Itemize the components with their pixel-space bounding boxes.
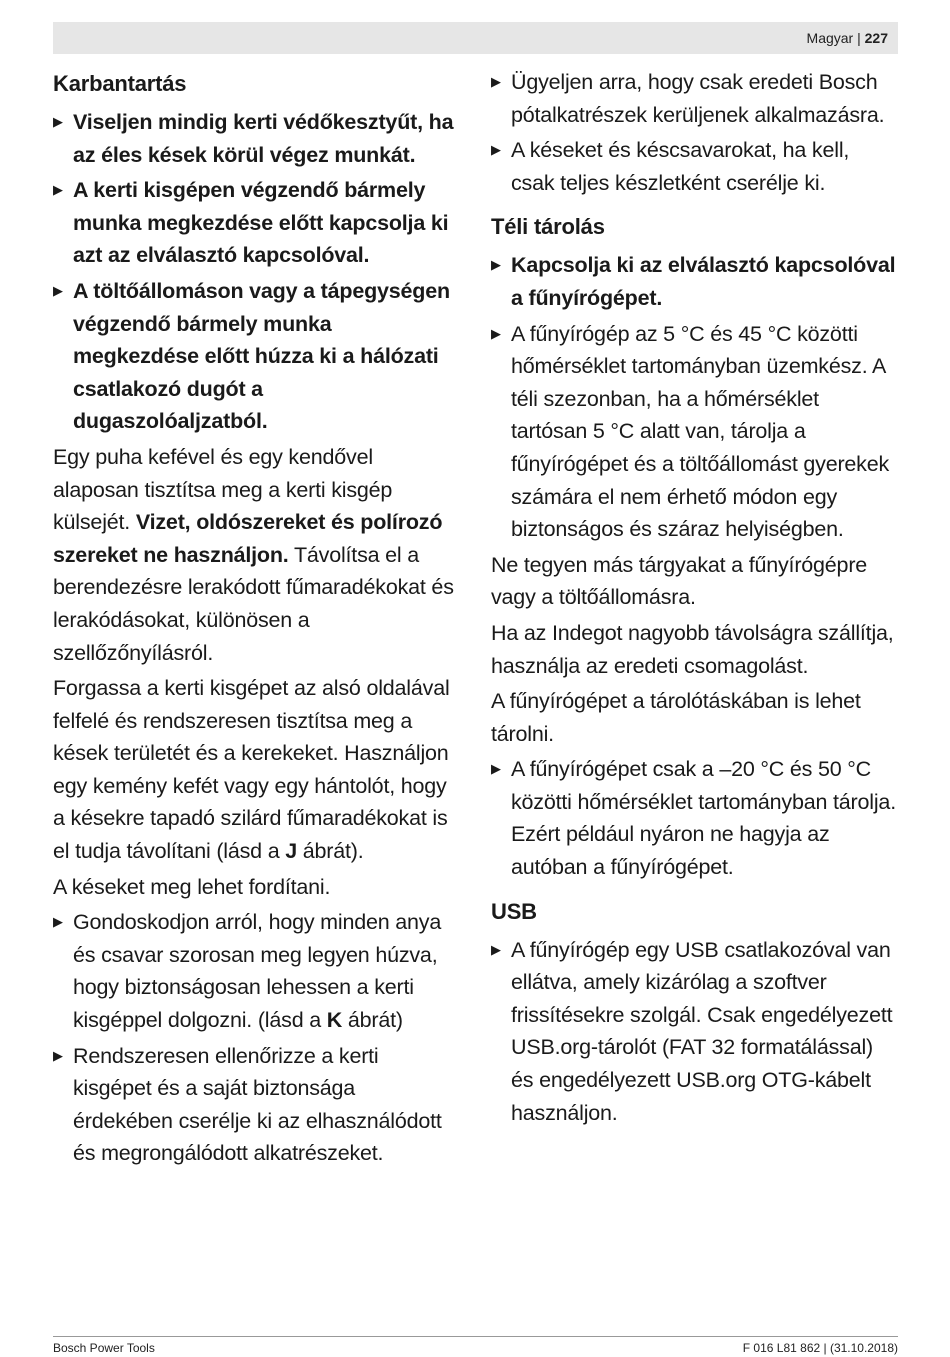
heading-usb: USB <box>491 898 537 924</box>
heading-maintenance: Karbantartás <box>53 71 187 96</box>
underside-text-a: Forgassa a kerti kisgépet az alsó oldalával felfelé és rendszeresen tisztítsa meg a kések területét és a kerekeket. Használjon egy kemény kefét vagy egy hántolót, hogy a késekre tapadó szilárd fűmaradékokat is el tudja távolítani (lásd a <box>53 676 450 864</box>
paragraph-storage-bag: A fűnyírógépet a tárolótáskában is lehet tárolni. <box>491 689 861 746</box>
bullet-nuts-bolts <box>53 906 458 1036</box>
bullet-original-parts: ▶ Ügyeljen arra, hogy csak eredeti Bosch pótalkatrészek kerüljenek alkalmazásra. <box>491 66 896 131</box>
footer-doc-number: F 016 L81 862 | (31.10.2018) <box>742 1341 898 1355</box>
nuts-text-a: Gondoskodjon arról, hogy minden anya és csavar szorosan meg legyen húzva, hogy biztonságosan lehessen a kerti kisgéppel dolgozni. (lásd a <box>73 910 442 1033</box>
left-column <box>53 66 458 1173</box>
figure-ref-j: J <box>285 839 297 864</box>
bullet-blade-set: ▶ A késeket és késcsavarokat, ha kell, csak teljes készletként cserélje ki. <box>491 134 896 199</box>
paragraph-transport: Ha az Indegot nagyobb távolságra szállítja, használja az eredeti csomagolást. <box>491 620 894 678</box>
bullet-storage-temperature: ▶ A fűnyírógépet csak a –20 °C és 50 °C közötti hőmérséklet tartományban tárolja. Ezért például nyáron ne hagyja az autóban a fűnyírógépet. <box>491 753 896 883</box>
bullet-temperature: ▶ A fűnyírógép az 5 °C és 45 °C közötti hőmérséklet tartományban üzemkész. A téli szezonban, ha a hőmérséklet tartósan 5 °C alatt van, tárolja a fűnyírógépet és a töltőállomást gyerekek számára el nem érhető módon egy biztonságos és száraz helyiségben. <box>491 318 896 546</box>
bullet-usb: ▶ A fűnyírógép egy USB csatlakozóval van ellátva, amely kizárólag a szoftver frissítésekre szolgál. Csak engedélyezett USB.org-tárolót (FAT 32 formatálással) és engedélyezett USB.org OTG-kábelt használjon. <box>491 934 896 1130</box>
bullet-gloves: ▶ Viseljen mindig kerti védőkesztyűt, ha az éles kések körül végez munkát. <box>53 106 458 171</box>
bullet-switch-off: ▶ A kerti kisgépen végzendő bármely munka megkezdése előtt kapcsolja ki azt az elválasztó kapcsolóval. <box>53 174 458 272</box>
paragraph-underside <box>53 672 458 868</box>
cleaning-text-b: Távolítsa el a berendezésre lerakódott fűmaradékokat és lerakódásokat, különösen a szellőzőnyílásról. <box>53 542 454 665</box>
underside-text-b: ábrát). <box>297 839 364 864</box>
cleaning-text-a: Egy puha kefével és egy kendővel alaposan tisztítsa meg a kerti kisgép külsejét. <box>53 444 393 535</box>
footer-divider <box>53 1336 898 1337</box>
bullet-inspect: ▶ Rendszeresen ellenőrizze a kerti kisgépet és a saját biztonsága érdekében cserélje ki az elhasználódott és megrongálódott alkatrészeket. <box>53 1040 458 1170</box>
paragraph-cleaning <box>53 441 458 669</box>
footer-brand: Bosch Power Tools <box>53 1341 155 1355</box>
bullet-switch-off-storage: ▶ Kapcsolja ki az elválasztó kapcsolóval a fűnyírógépet. <box>491 249 896 314</box>
page-number: 227 <box>864 30 888 46</box>
nuts-text-b: ábrát) <box>342 1008 403 1033</box>
header-separator: | <box>857 30 861 46</box>
paragraph-blades: A késeket meg lehet fordítani. <box>53 874 331 899</box>
figure-ref-k: K <box>326 1008 343 1033</box>
header-language: Magyar <box>806 30 854 46</box>
cleaning-warning: Vizet, oldószereket és polírozó szereket ne használjon. <box>53 510 443 567</box>
heading-winter-storage: Téli tárolás <box>491 214 605 240</box>
header-text <box>807 30 888 46</box>
bullet-unplug: ▶ A töltőállomáson vagy a tápegységen végzendő bármely munka megkezdése előtt húzza ki a hálózati csatlakozó dugót a dugaszolóaljzatból. <box>53 275 458 438</box>
paragraph-no-objects: Ne tegyen más tárgyakat a fűnyírógépre vagy a töltőállomásra. <box>491 552 868 610</box>
page-header <box>53 22 898 54</box>
right-column <box>491 66 896 1132</box>
